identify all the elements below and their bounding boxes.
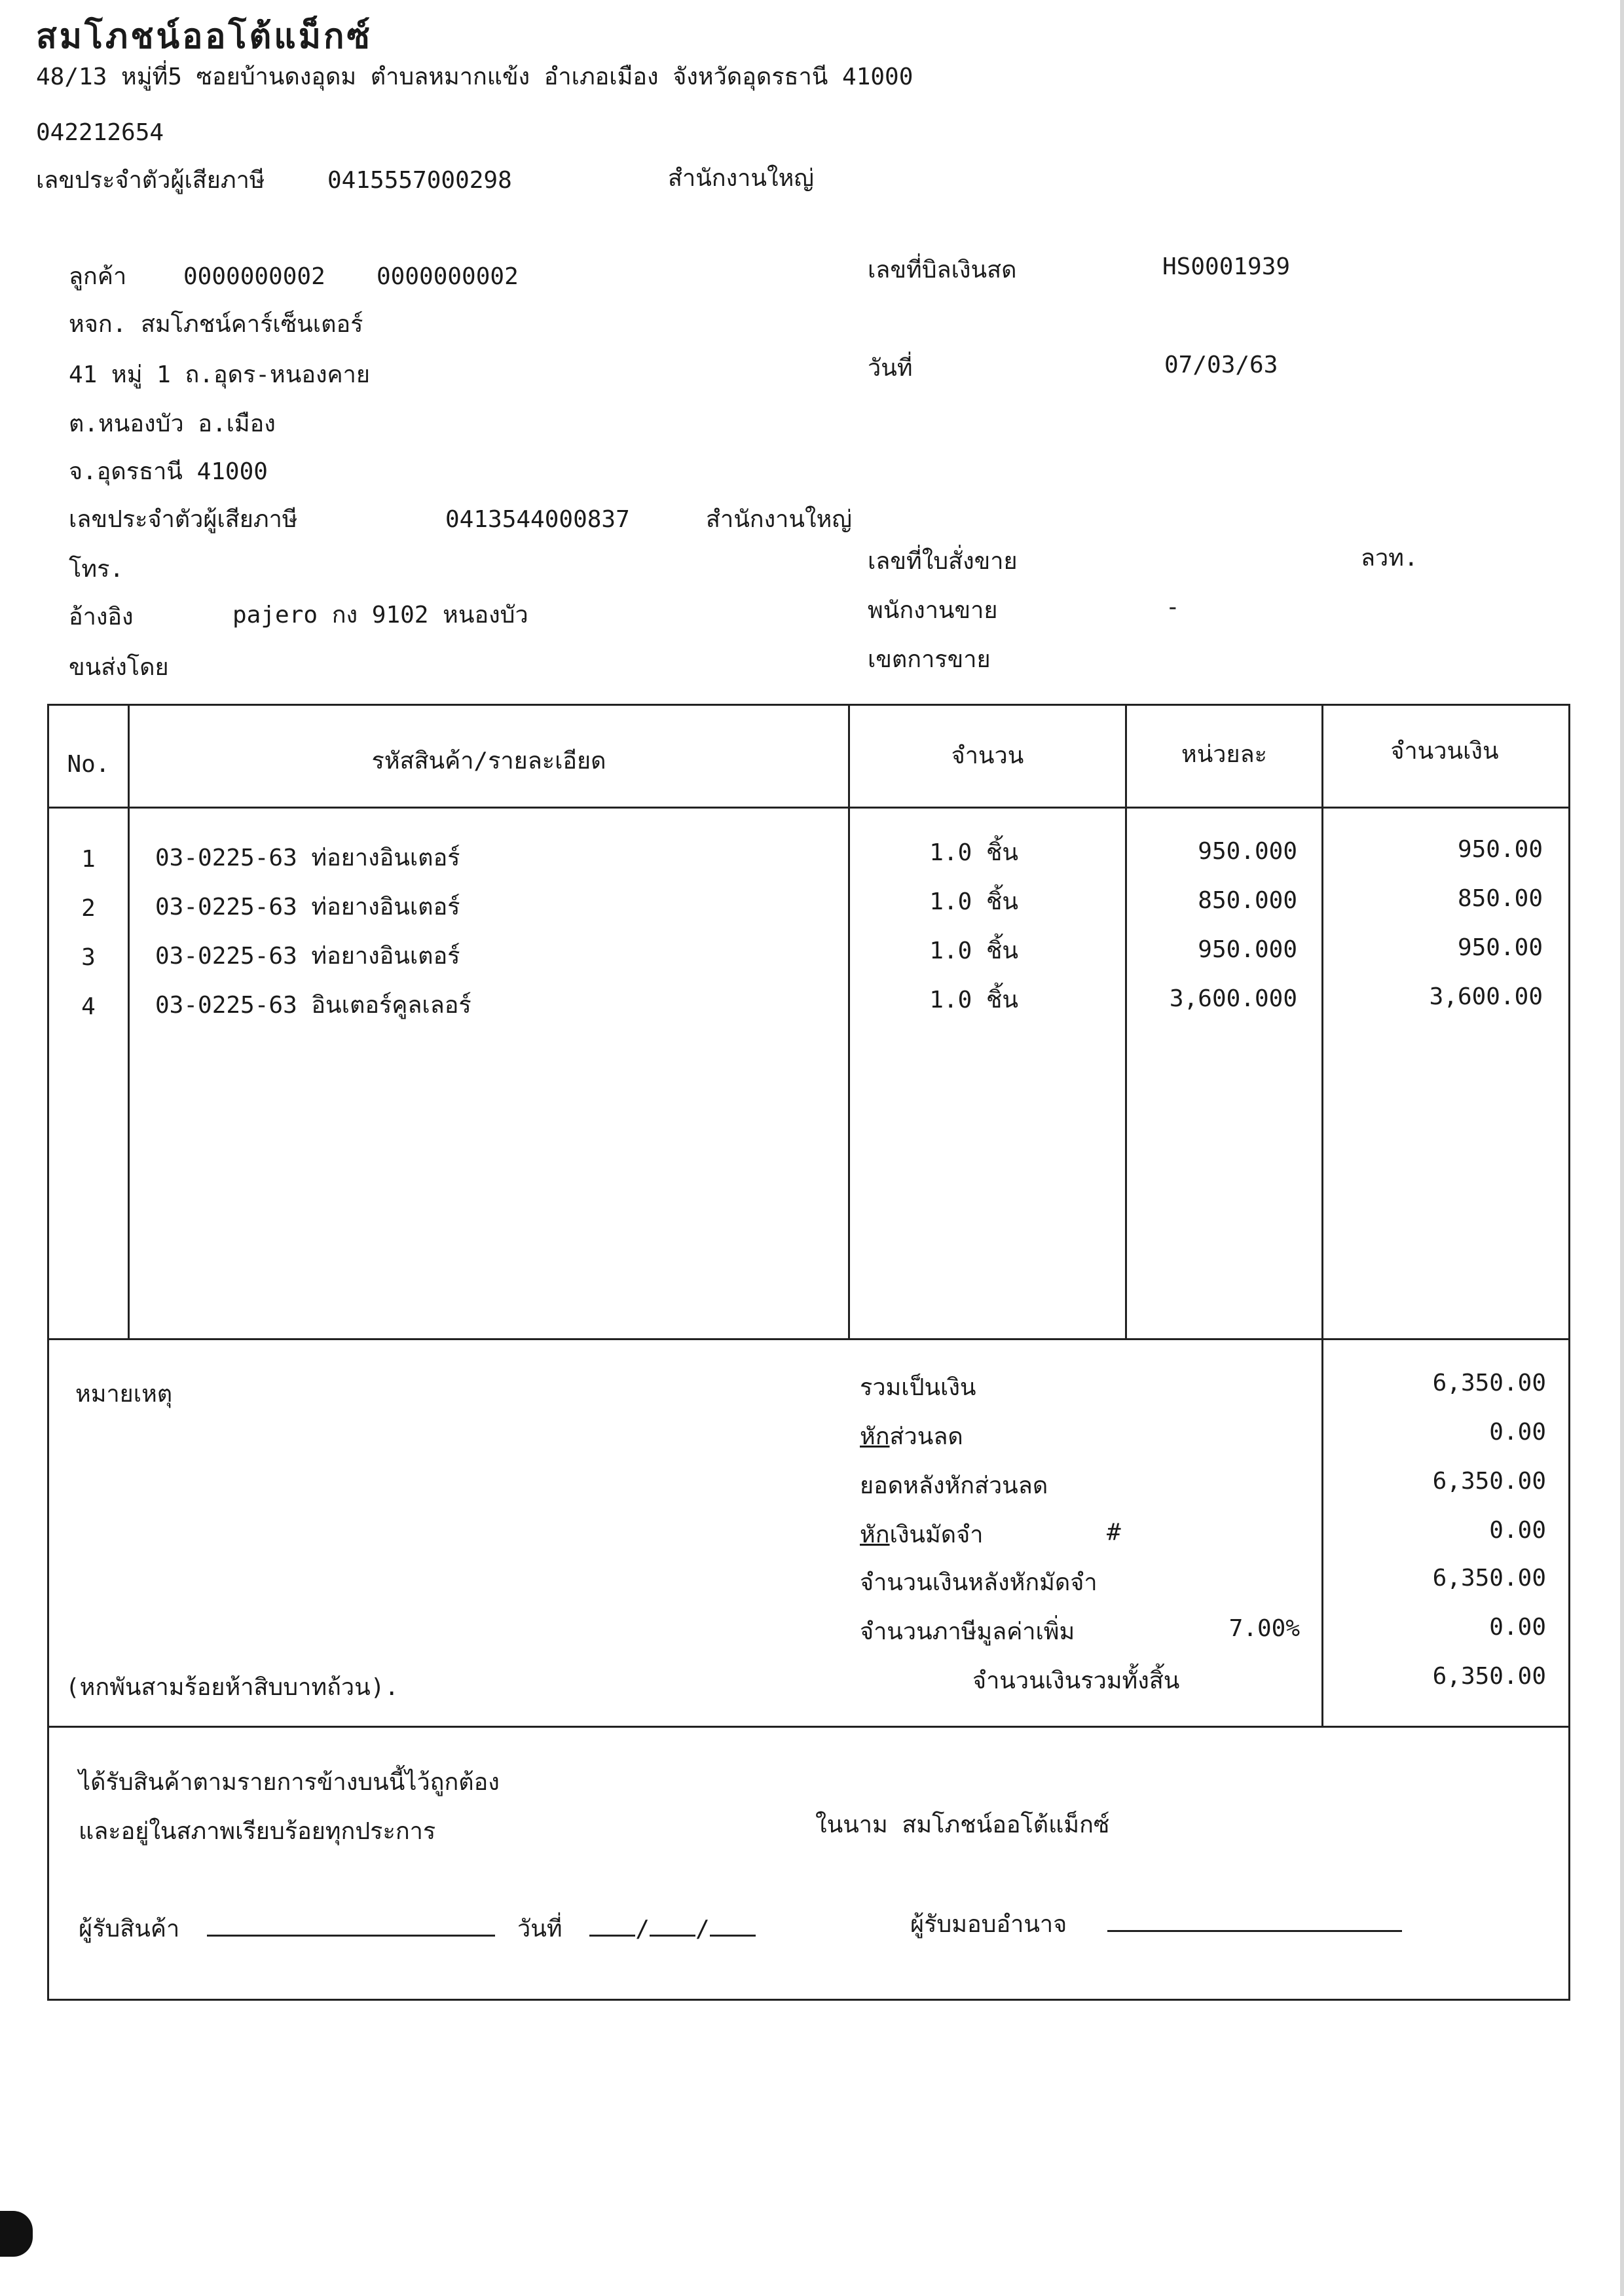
scan-corner-mark [0,2211,33,2257]
deposit-hash: # [1107,1519,1121,1546]
company-name: สมโภชน์ออโต้แม็กซ์ [36,17,373,56]
customer-phone-label: โทร. [69,556,124,583]
discount-label-text: ส่วนลด [889,1423,963,1450]
remarks-label: หมายเหตุ [75,1381,173,1408]
table-row-3-unit-price: 950.000 [1198,936,1297,963]
table-row-1-description: 03-0225-63 ท่อยางอินเตอร์ [155,845,460,871]
after-deposit-value: 6,350.00 [1432,1565,1546,1592]
table-row-3-quantity: 1.0 ชิ้น [929,938,1018,964]
vat-value: 0.00 [1489,1614,1546,1641]
receiver-signature [79,1915,495,1941]
shipped-by-label: ขนส่งโดย [69,654,169,681]
table-row-4-no: 4 [81,993,96,1020]
table-row-2-amount: 850.00 [1457,885,1543,912]
bill-date-label: วันที่ [868,355,913,382]
received-statement-line1: ได้รับสินค้าตามรายการข้างบนนี้ไว้ถูกต้อง [79,1769,500,1796]
customer-name: หจก. สมโภชน์คาร์เซ็นเตอร์ [69,311,363,338]
header-quantity: จำนวน [951,742,1024,769]
sales-order-label: เลขที่ใบสั่งขาย [868,548,1018,575]
company-branch: สำนักงานใหญ่ [668,165,814,192]
after-discount-value: 6,350.00 [1432,1468,1546,1495]
table-row-4-quantity: 1.0 ชิ้น [929,987,1018,1013]
company-tax-id-label: เลขประจำตัวผู้เสียภาษี [36,167,265,194]
after-discount-label: ยอดหลังหักส่วนลด [860,1472,1048,1499]
col-divider-description [848,704,850,1339]
customer-address-line2: ต.หนองบัว อ.เมือง [69,410,276,437]
vat-rate: 7.00% [1228,1615,1300,1642]
totals-divider [47,1726,1570,1728]
vat-label: จำนวนภาษีมูลค่าเพิ่ม [860,1618,1075,1645]
customer-tax-id-label: เลขประจำตัวผู้เสียภาษี [69,506,298,533]
amount-in-words: (หกพันสามร้อยห้าสิบบาทถ้วน). [65,1674,399,1701]
table-header-divider [47,807,1570,809]
table-row-2-quantity: 1.0 ชิ้น [929,888,1018,915]
on-behalf-of: ในนาม สมโภชน์ออโต้แม็กซ์ [815,1812,1110,1838]
authorized-label: ผู้รับมอบอำนาจ [910,1911,1067,1938]
table-row-2-no: 2 [81,895,96,922]
discount-value: 0.00 [1489,1419,1546,1446]
receive-date [517,1915,756,1941]
company-phone: 042212654 [36,119,164,146]
scan-page-edge [1620,0,1624,2296]
sales-order-value: ลวท. [1361,545,1418,572]
customer-code: 0000000002 [183,263,325,290]
receiver-signature-line [207,1915,495,1937]
receive-date-label: วันที่ [517,1916,563,1942]
deposit-label [860,1523,983,1547]
table-row-3-amount: 950.00 [1457,934,1543,961]
table-body-divider [47,1338,1570,1340]
table-row-1-amount: 950.00 [1457,836,1543,863]
sales-area-label: เขตการขาย [868,646,991,673]
received-statement-line2: และอยู่ในสภาพเรียบร้อยทุกประการ [79,1818,436,1845]
receive-date-separator-1: / [635,1916,650,1942]
receive-date-month-line [650,1915,695,1937]
table-row-4-amount: 3,600.00 [1429,983,1543,1010]
company-tax-id: 0415557000298 [327,167,512,194]
table-row-3-no: 3 [81,944,96,971]
table-row-1-quantity: 1.0 ชิ้น [929,839,1018,866]
bill-date: 07/03/63 [1164,352,1278,378]
customer-tax-id: 0413544000837 [445,506,630,533]
table-row-4-description: 03-0225-63 อินเตอร์คูลเลอร์ [155,992,471,1019]
table-row-1-no: 1 [81,846,96,873]
customer-address-line1: 41 หมู่ 1 ถ.อุดร-หนองคาย [69,361,370,388]
deposit-value: 0.00 [1489,1517,1546,1544]
grand-total-label: จำนวนเงินรวมทั้งสิ้น [972,1667,1180,1694]
authorized-signature-line [1107,1910,1402,1932]
salesperson-label: พนักงานขาย [868,597,998,624]
table-row-4-unit-price: 3,600.000 [1169,985,1297,1012]
grand-total-value: 6,350.00 [1432,1663,1546,1690]
after-deposit-label: จำนวนเงินหลังหักมัดจำ [860,1569,1098,1596]
header-unit-price: หน่วยละ [1181,741,1268,768]
discount-label-prefix: หัก [860,1423,890,1450]
deposit-label-prefix: หัก [860,1522,890,1548]
header-no: No. [67,751,110,778]
col-divider-quantity [1125,704,1127,1339]
bill-number: HS0001939 [1162,253,1291,280]
receive-date-day-line [589,1915,635,1937]
reference-value: pajero กง 9102 หนองบัว [232,602,528,629]
header-description: รหัสสินค้า/รายละเอียด [371,748,606,774]
customer-address-line3: จ.อุดรธานี 41000 [69,458,268,485]
subtotal-value: 6,350.00 [1432,1370,1546,1396]
table-row-1-unit-price: 950.000 [1198,838,1297,865]
authorized-signature [910,1910,1402,1937]
subtotal-label: รวมเป็นเงิน [860,1374,976,1401]
table-row-2-unit-price: 850.000 [1198,887,1297,914]
receive-date-separator-2: / [695,1916,710,1942]
discount-label [860,1425,963,1449]
company-address: 48/13 หมู่ที่5 ซอยบ้านดงอุดม ตำบลหมากแข้ง อำเภอเมือง จังหวัดอุดรธานี 41000 [36,64,913,90]
customer-branch: สำนักงานใหญ่ [706,506,852,533]
table-row-3-description: 03-0225-63 ท่อยางอินเตอร์ [155,943,460,970]
receiver-label: ผู้รับสินค้า [79,1916,180,1942]
header-amount: จำนวนเงิน [1390,738,1499,765]
salesperson-value: - [1166,594,1180,621]
bill-number-label: เลขที่บิลเงินสด [868,257,1017,283]
col-divider-no [128,704,130,1339]
receive-date-year-line [710,1915,756,1937]
customer-code-2: 0000000002 [377,263,519,290]
reference-label: อ้างอิง [69,604,134,630]
table-row-2-description: 03-0225-63 ท่อยางอินเตอร์ [155,894,460,920]
deposit-label-text: เงินมัดจำ [889,1522,984,1548]
customer-label: ลูกค้า [69,263,127,290]
